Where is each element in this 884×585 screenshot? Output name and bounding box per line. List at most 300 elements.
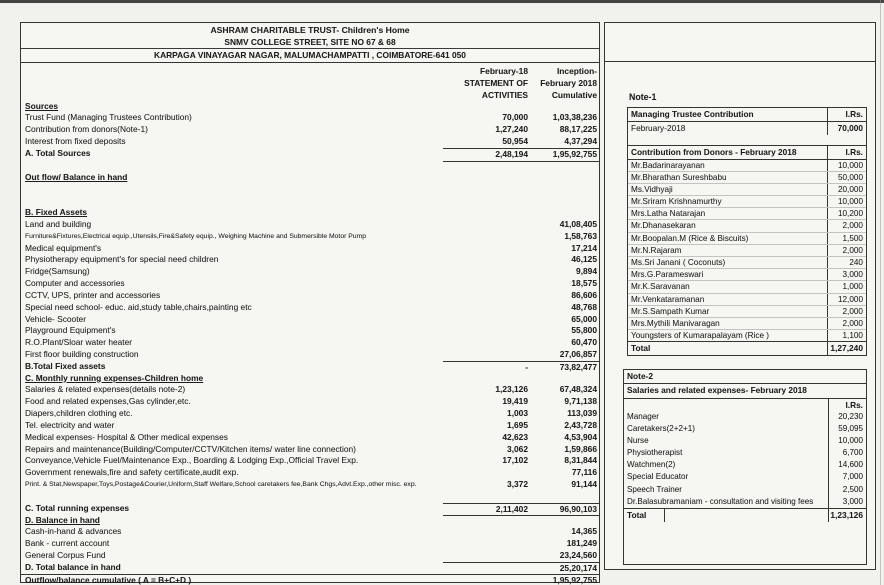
salary-row xyxy=(624,471,866,483)
donor-row xyxy=(628,160,866,172)
salaries-currency-spacer xyxy=(624,399,828,411)
feb-value xyxy=(443,526,531,538)
scan-artifact-top xyxy=(0,0,884,3)
row-values xyxy=(443,219,599,231)
col-header-cumulative xyxy=(531,65,599,101)
salaries-total-row xyxy=(624,508,866,522)
feb-value xyxy=(443,575,531,585)
statement-row xyxy=(21,266,599,278)
donor-amount: 10,200 xyxy=(827,208,866,219)
column-header-spacer xyxy=(21,65,443,101)
cum-value xyxy=(531,101,599,113)
donor-row xyxy=(628,269,866,281)
row-label: Trust Fund (Managing Trustees Contribution) xyxy=(25,112,192,123)
statement-row xyxy=(21,491,599,503)
donor-name: Mr.Sriram Krishnamurthy xyxy=(631,197,722,207)
cum-value xyxy=(531,183,599,195)
donor-name: Mrs.Mythili Manivaragan xyxy=(631,318,720,328)
cum-value xyxy=(531,515,599,527)
donor-name: Mrs.Latha Natarajan xyxy=(631,209,706,219)
cum-value: 86,606 xyxy=(571,289,597,300)
statement-row xyxy=(21,148,599,160)
row-values xyxy=(443,526,599,538)
donor-amount: 2,000 xyxy=(827,220,866,231)
statement-row xyxy=(21,160,599,172)
feb-value: 19,419 xyxy=(502,396,528,407)
statement-row xyxy=(21,112,599,124)
salary-amount: 6,700 xyxy=(828,447,866,459)
row-values xyxy=(443,384,599,396)
donor-name: Youngsters of Kumarapalayam (Rice ) xyxy=(631,331,770,341)
row-values xyxy=(443,467,599,479)
donor-amount: 12,000 xyxy=(827,294,866,305)
statement-rows xyxy=(21,101,599,585)
donor-name: Mr.Badarinarayanan xyxy=(631,160,705,170)
statement-row xyxy=(21,361,599,373)
trustee-contribution-header: Managing Trustee Contribution xyxy=(631,109,754,119)
statement-column-headers xyxy=(21,63,599,101)
row-values xyxy=(443,538,599,550)
row-label: Playground Equipment's xyxy=(25,325,116,336)
donor-name: Mr.Dhanasekaran xyxy=(631,221,696,231)
donor-row xyxy=(628,306,866,318)
donor-name: Mr.S.Sampath Kumar xyxy=(631,306,710,316)
feb-value xyxy=(443,160,531,172)
trustee-month-label: February-2018 xyxy=(631,122,686,133)
feb-value xyxy=(443,538,531,550)
row-values xyxy=(443,278,599,290)
statement-row xyxy=(21,550,599,562)
row-label: Outflow/balance cumulative ( A = B+C+D ) xyxy=(25,574,192,585)
salaries-total-label: Total xyxy=(627,510,647,520)
feb-value xyxy=(443,183,531,195)
donor-row xyxy=(628,172,866,184)
salary-amount: 3,000 xyxy=(828,496,866,508)
col-header-february xyxy=(443,65,531,101)
salary-amount: 59,095 xyxy=(828,423,866,435)
cum-value: 55,800 xyxy=(571,325,597,336)
statement-row xyxy=(21,503,599,515)
row-values xyxy=(443,337,599,349)
row-label: C. Monthly running expenses-Children home xyxy=(25,372,204,383)
cum-value: 77,116 xyxy=(571,467,597,478)
row-label: Bank - current account xyxy=(25,538,110,549)
feb-value: 1,695 xyxy=(507,419,528,430)
trustee-contribution-header-row xyxy=(628,108,866,122)
note2-empty-area xyxy=(624,522,866,564)
donor-amount: 50,000 xyxy=(827,172,866,183)
statement-row xyxy=(21,373,599,385)
donor-amount: 2,000 xyxy=(827,245,866,256)
row-label: B. Fixed Assets xyxy=(25,207,88,218)
row-label: R.O.Plant/Sloar water heater xyxy=(25,337,133,348)
row-label: Print. & Stat,Newspaper,Toys,Postage&Courier,Uniform,Staff Welfare,School caretakers fee,Bank Chgs,Advt.Exp.,other misc. exp. xyxy=(25,481,417,489)
statement-row xyxy=(21,408,599,420)
salary-row xyxy=(624,484,866,496)
donor-amount: 10,000 xyxy=(827,160,866,171)
statement-row xyxy=(21,254,599,266)
salary-row xyxy=(624,496,866,508)
statement-row xyxy=(21,124,599,136)
salary-amount: 14,600 xyxy=(828,459,866,471)
donor-row xyxy=(628,245,866,257)
col-header-february-line2: STATEMENT OF xyxy=(464,77,528,88)
note2-table xyxy=(623,369,867,565)
row-label: Furniture&Fixtures,Electrical equip.,Utensils,Fire&Safety equip., Weighing Machine and Submersible Motor Pump xyxy=(25,232,367,240)
donor-amount: 2,000 xyxy=(827,318,866,329)
scan-artifact-right xyxy=(880,0,881,585)
donors-total-amount: 1,27,240 xyxy=(827,342,866,355)
statement-row xyxy=(21,290,599,302)
row-values xyxy=(443,254,599,266)
feb-value: 1,23,126 xyxy=(495,384,528,395)
row-label xyxy=(21,160,443,172)
feb-value: 42,623 xyxy=(502,431,528,442)
feb-value: 50,954 xyxy=(502,136,528,147)
donor-row xyxy=(628,294,866,306)
row-label: First floor building construction xyxy=(25,348,139,359)
row-label: C. Total running expenses xyxy=(25,502,130,513)
row-label: General Corpus Fund xyxy=(25,550,106,561)
trustee-contribution-row xyxy=(628,122,866,136)
donor-amount: 20,000 xyxy=(827,184,866,195)
cum-value: 4,37,294 xyxy=(564,136,597,147)
feb-value xyxy=(443,337,531,349)
cum-value xyxy=(531,491,599,503)
row-label: Repairs and maintenance(Building/Computer/CCTV/Kitchen items/ water line connection) xyxy=(25,443,356,454)
row-values xyxy=(443,550,599,562)
donors-currency-header: I.Rs. xyxy=(827,146,866,159)
statement-row xyxy=(21,183,599,195)
statement-row xyxy=(21,195,599,207)
note1-table xyxy=(627,107,867,356)
row-values xyxy=(443,373,599,385)
row-label: D. Total balance in hand xyxy=(25,561,121,572)
salary-row xyxy=(624,435,866,447)
donor-row xyxy=(628,196,866,208)
salary-item: Watchmen(2) xyxy=(627,460,676,470)
cum-value: 8,31,844 xyxy=(564,455,597,466)
donor-name: Mr.K.Saravanan xyxy=(631,282,690,292)
statement-row xyxy=(21,515,599,527)
statement-row xyxy=(21,455,599,467)
col-header-cumulative-line1: Inception- xyxy=(556,65,597,76)
statement-row xyxy=(21,479,599,491)
feb-value xyxy=(443,266,531,278)
statement-row xyxy=(21,219,599,231)
feb-value: - xyxy=(525,361,528,372)
donor-row xyxy=(628,220,866,232)
cum-value: 113,039 xyxy=(567,408,597,419)
donor-amount: 1,000 xyxy=(827,281,866,292)
statement-row xyxy=(21,302,599,314)
statement-row xyxy=(21,467,599,479)
row-values xyxy=(443,160,599,172)
row-label: Physiotherapy equipment's for special need children xyxy=(25,254,219,265)
salaries-currency-header: I.Rs. xyxy=(828,399,866,411)
statement-row xyxy=(21,538,599,550)
donor-name: Ms.Vidhyaji xyxy=(631,184,673,194)
row-label: Special need school- educ. aid,study table,chairs,painting etc xyxy=(25,301,252,312)
cum-value: 14,365 xyxy=(571,526,597,537)
row-label: Salaries & related expenses(details note-2) xyxy=(25,384,186,395)
salaries-currency-row xyxy=(624,399,866,411)
donor-amount: 2,000 xyxy=(827,306,866,317)
cum-value: 88,17,225 xyxy=(559,124,597,135)
row-label: Computer and accessories xyxy=(25,278,125,289)
salaries-total-middle-cell xyxy=(664,509,828,522)
statement-row xyxy=(21,278,599,290)
col-header-cumulative-line3: Cumulative xyxy=(551,89,597,100)
feb-value xyxy=(443,467,531,479)
row-label: CCTV, UPS, printer and accessories xyxy=(25,289,161,300)
org-address: KARPAGA VINAYAGAR NAGAR, MALUMACHAMPATTI , COIMBATORE-641 050 xyxy=(21,49,599,63)
cum-value: 23,24,560 xyxy=(559,550,597,561)
salary-amount: 7,000 xyxy=(828,471,866,483)
cum-value: 60,470 xyxy=(571,337,597,348)
cum-value: 17,214 xyxy=(571,242,597,253)
row-values xyxy=(443,444,599,456)
cum-value xyxy=(531,373,599,385)
salary-item: Speech Trainer xyxy=(627,484,682,494)
feb-value xyxy=(443,515,531,527)
row-values xyxy=(443,515,599,527)
feb-value xyxy=(443,563,531,575)
salary-item: Dr.Balasubramaniam - consultation and visiting fees xyxy=(627,496,814,506)
feb-value xyxy=(443,172,531,184)
cum-value: 25,20,174 xyxy=(559,562,597,573)
donor-amount: 240 xyxy=(827,257,866,268)
row-label: Vehicle- Scooter xyxy=(25,313,86,324)
row-values xyxy=(443,101,599,113)
statement-row xyxy=(21,207,599,219)
statement-row xyxy=(21,314,599,326)
feb-value xyxy=(443,195,531,207)
feb-value xyxy=(443,314,531,326)
row-label: Conveyance,Vehicle Fuel/Maintenance Exp., Boarding & Lodging Exp.,Official Travel Exp. xyxy=(25,455,359,466)
row-values xyxy=(443,195,599,207)
statement-row xyxy=(21,231,599,243)
donor-name: Mr.Bharathan Sureshbabu xyxy=(631,172,727,182)
col-header-february-line1: February-18 xyxy=(480,65,528,76)
donor-row xyxy=(628,281,866,293)
row-values xyxy=(443,207,599,219)
cum-value: 96,90,103 xyxy=(559,503,597,514)
note1-label: Note-1 xyxy=(629,92,657,102)
cum-value: 1,95,92,755 xyxy=(552,148,597,159)
notes-panel-divider xyxy=(605,61,875,62)
statement-row xyxy=(21,526,599,538)
feb-value xyxy=(443,325,531,337)
statement-row xyxy=(21,325,599,337)
row-label: Land and building xyxy=(25,218,92,229)
row-label: A. Total Sources xyxy=(25,147,91,158)
salary-item: Manager xyxy=(627,411,659,421)
salary-item: Nurse xyxy=(627,435,649,445)
salary-row xyxy=(624,411,866,423)
salary-rows xyxy=(624,411,866,509)
trustee-amount: 70,000 xyxy=(827,122,866,136)
salary-row xyxy=(624,423,866,435)
row-label: Government renewals,fire and safety certificate,audit exp. xyxy=(25,467,239,478)
row-values xyxy=(443,432,599,444)
row-values xyxy=(443,491,599,503)
row-label: D. Balance in hand xyxy=(25,514,100,525)
salary-amount: 2,500 xyxy=(828,484,866,496)
row-label xyxy=(21,183,443,195)
donor-row xyxy=(628,208,866,220)
donor-name: Mr.N.Rajaram xyxy=(631,245,682,255)
statement-row xyxy=(21,420,599,432)
cum-value: 73,82,477 xyxy=(559,361,597,372)
row-label: Tel. electricity and water xyxy=(25,419,115,430)
salary-row xyxy=(624,447,866,459)
cum-value: 48,768 xyxy=(571,301,597,312)
donor-rows xyxy=(628,160,866,342)
cum-value xyxy=(531,195,599,207)
feb-value xyxy=(443,491,531,503)
row-values xyxy=(443,420,599,432)
trustee-currency-header: I.Rs. xyxy=(827,108,866,121)
cum-value: 1,95,92,755 xyxy=(531,575,599,585)
row-label: Medical equipment's xyxy=(25,242,102,253)
feb-value xyxy=(443,101,531,113)
cum-value: 9,894 xyxy=(576,266,597,277)
feb-value xyxy=(443,290,531,302)
statement-row xyxy=(21,337,599,349)
cum-value xyxy=(531,172,599,184)
row-values xyxy=(443,408,599,420)
statement-row xyxy=(21,396,599,408)
row-values xyxy=(443,231,599,243)
cum-value: 1,59,866 xyxy=(564,443,597,454)
row-label: Cash-in-hand & advances xyxy=(25,526,122,537)
row-values xyxy=(443,396,599,408)
note1-spacer xyxy=(628,135,866,145)
row-values xyxy=(443,124,599,136)
donor-name: Mr.Venkataramanan xyxy=(631,294,705,304)
donor-row xyxy=(628,184,866,196)
cum-value: 1,03,38,236 xyxy=(552,112,597,123)
donors-total-label: Total xyxy=(631,343,651,354)
row-label xyxy=(21,195,443,207)
salary-amount: 20,230 xyxy=(828,411,866,423)
feb-value: 2,11,402 xyxy=(495,503,528,514)
row-values xyxy=(443,302,599,314)
donor-row xyxy=(628,257,866,269)
statement-of-activities-table xyxy=(20,22,600,583)
note2-label: Note-2 xyxy=(624,370,866,384)
feb-value xyxy=(443,302,531,314)
feb-value xyxy=(443,278,531,290)
row-values xyxy=(443,266,599,278)
statement-row xyxy=(21,444,599,456)
cum-value: 18,575 xyxy=(571,278,597,289)
row-label: Diapers,children clothing etc. xyxy=(25,408,133,419)
donor-row xyxy=(628,318,866,330)
statement-row xyxy=(21,349,599,361)
feb-value: 3,062 xyxy=(507,443,528,454)
statement-row xyxy=(21,432,599,444)
row-values xyxy=(443,243,599,255)
row-values xyxy=(443,479,599,491)
row-label xyxy=(21,491,443,503)
salary-amount: 10,000 xyxy=(828,435,866,447)
feb-value xyxy=(443,243,531,255)
feb-value xyxy=(443,254,531,266)
donor-amount: 1,100 xyxy=(827,330,866,341)
cum-value: 65,000 xyxy=(571,313,597,324)
row-label: Contribution from donors(Note-1) xyxy=(25,124,148,135)
row-values xyxy=(443,290,599,302)
feb-value xyxy=(443,550,531,562)
row-values xyxy=(443,314,599,326)
cum-value: 27,06,857 xyxy=(559,348,597,359)
cum-value: 9,71,138 xyxy=(564,396,597,407)
row-label: Sources xyxy=(25,100,59,111)
statement-row xyxy=(21,574,599,585)
donor-amount: 3,000 xyxy=(827,269,866,280)
row-label: Food and related expenses,Gas cylinder,etc. xyxy=(25,396,191,407)
donor-row xyxy=(628,330,866,341)
feb-value xyxy=(443,219,531,231)
row-values xyxy=(443,112,599,124)
donors-header: Contribution from Donors - February 2018 xyxy=(631,147,797,157)
row-label: Out flow/ Balance in hand xyxy=(25,171,128,182)
cum-value: 2,43,728 xyxy=(564,419,597,430)
row-values xyxy=(443,575,599,585)
row-label: B.Total Fixed assets xyxy=(25,360,106,371)
salary-item: Caretakers(2+2+1) xyxy=(627,423,695,433)
donor-name: Ms.Sri Janani ( Coconuts) xyxy=(631,258,726,267)
cum-value: 4,53,904 xyxy=(564,431,597,442)
col-header-february-line3: ACTIVITIES xyxy=(481,89,528,100)
row-values xyxy=(443,562,599,575)
row-label: Medical expenses- Hospital & Other medical expenses xyxy=(25,431,228,442)
salaries-total-amount: 1,23,126 xyxy=(828,509,866,522)
notes-panel xyxy=(604,22,876,570)
row-values xyxy=(443,361,599,374)
statement-row xyxy=(21,384,599,396)
row-values xyxy=(443,325,599,337)
donor-row xyxy=(628,233,866,245)
row-label: Interest from fixed deposits xyxy=(25,136,126,147)
donors-header-row xyxy=(628,145,866,160)
donor-amount: 1,500 xyxy=(827,233,866,244)
col-header-cumulative-line2: February 2018 xyxy=(540,77,597,88)
row-values xyxy=(443,349,599,361)
feb-value: 1,27,240 xyxy=(495,124,528,135)
feb-value xyxy=(443,207,531,219)
feb-value: 1,003 xyxy=(507,408,528,419)
salary-item: Special Educator xyxy=(627,472,689,482)
cum-value: 1,58,763 xyxy=(564,230,597,241)
feb-value: 2,48,194 xyxy=(495,148,528,159)
cum-value: 181,249 xyxy=(566,538,597,549)
feb-value: 17,102 xyxy=(502,455,528,466)
cum-value: 91,144 xyxy=(571,479,597,490)
row-values xyxy=(443,455,599,467)
donor-name: Mrs.G.Parameswari xyxy=(631,270,704,280)
row-values xyxy=(443,136,599,148)
feb-value: 70,000 xyxy=(502,112,528,123)
feb-value xyxy=(443,373,531,385)
feb-value xyxy=(443,349,531,361)
statement-row xyxy=(21,172,599,184)
statement-row xyxy=(21,136,599,148)
statement-row xyxy=(21,243,599,255)
statement-row xyxy=(21,562,599,574)
